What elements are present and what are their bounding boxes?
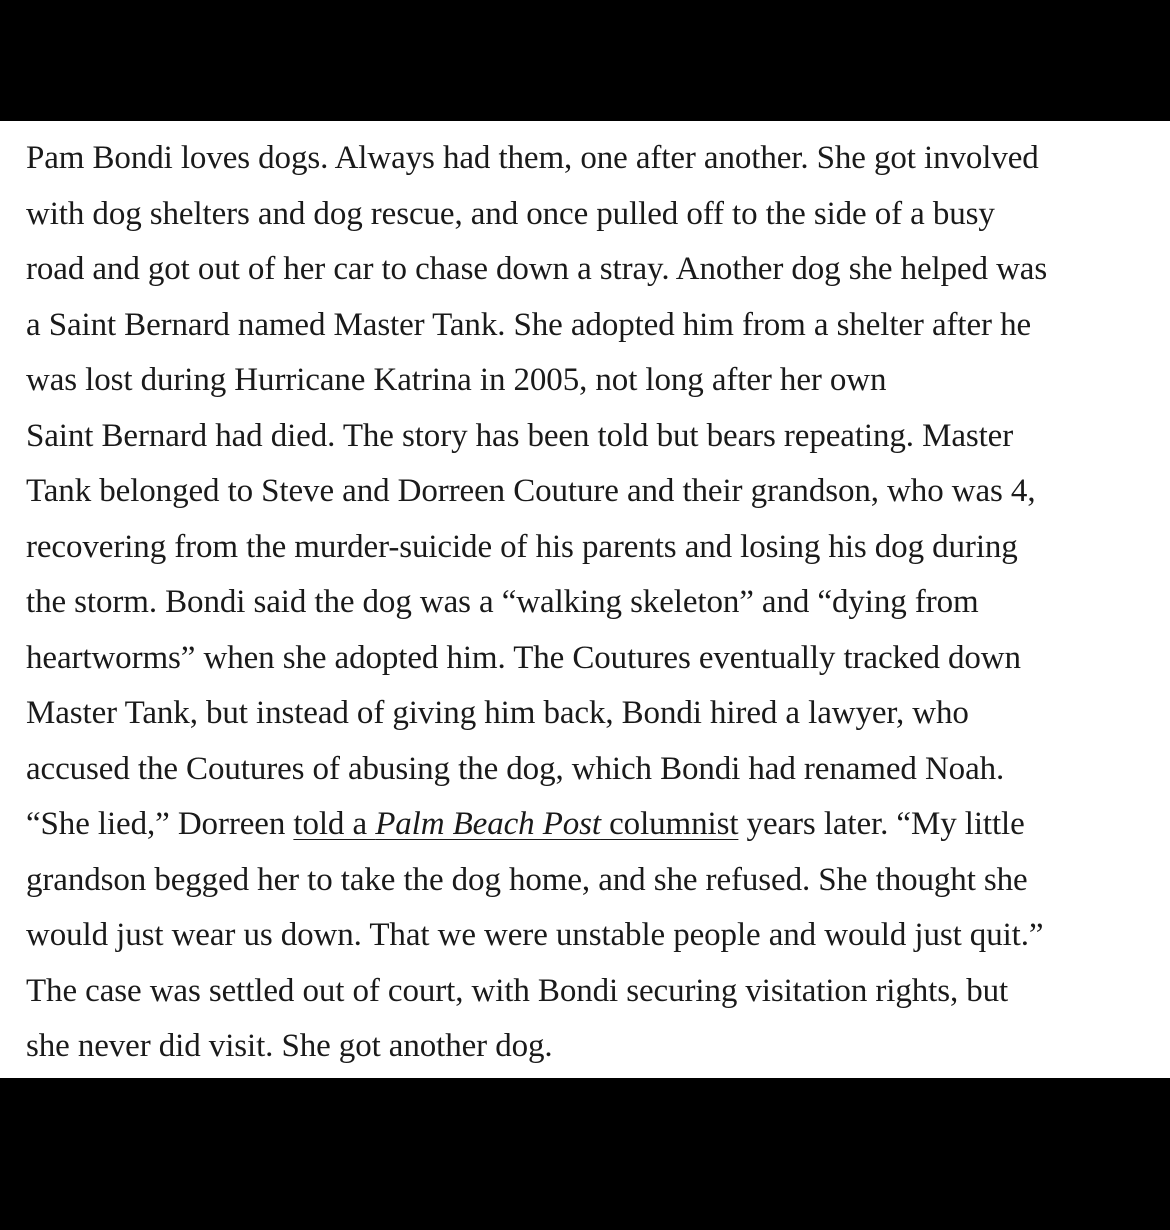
quote-text-line bbox=[26, 804, 1025, 844]
text-line: would just wear us down. That we were unstable people and would just quit.” bbox=[26, 917, 1044, 953]
article-text-panel bbox=[0, 121, 1170, 1078]
text-line: Pam Bondi loves dogs. Always had them, one after another. She got involved bbox=[26, 140, 1039, 176]
text-line: grandson begged her to take the dog home, and she refused. She thought she bbox=[26, 862, 1028, 898]
publication-name: Palm Beach Post bbox=[375, 806, 601, 842]
text-line: she never did visit. She got another dog. bbox=[26, 1028, 553, 1064]
text-line: the storm. Bondi said the dog was a “walking skeleton” and “dying from bbox=[26, 584, 979, 620]
text-line: a Saint Bernard named Master Tank. She adopted him from a shelter after he bbox=[26, 307, 1032, 343]
palm-beach-post-column-link[interactable] bbox=[293, 806, 738, 842]
text-line: Tank belonged to Steve and Dorreen Couture and their grandson, who was 4, bbox=[26, 473, 1036, 509]
text-line: with dog shelters and dog rescue, and once pulled off to the side of a busy bbox=[26, 196, 995, 232]
text-line: Master Tank, but instead of giving him back, Bondi hired a lawyer, who bbox=[26, 695, 969, 731]
text-line: The case was settled out of court, with Bondi securing visitation rights, but bbox=[26, 973, 1009, 1009]
text-line: was lost during Hurricane Katrina in 2005, not long after her own bbox=[26, 362, 887, 398]
top-black-bar bbox=[0, 0, 1170, 121]
text-line: road and got out of her car to chase down a stray. Another dog she helped was bbox=[26, 251, 1048, 287]
text-line: accused the Coutures of abusing the dog, which Bondi had renamed Noah. bbox=[26, 751, 1005, 787]
quote-after-text: years later. “My little bbox=[738, 806, 1025, 842]
text-line: heartworms” when she adopted him. The Coutures eventually tracked down bbox=[26, 640, 1021, 676]
link-suffix-text: columnist bbox=[600, 806, 739, 842]
quote-before-text: “She lied,” Dorreen bbox=[26, 806, 294, 842]
link-prefix-text: told a bbox=[293, 806, 376, 842]
text-line: Saint Bernard had died. The story has been told but bears repeating. Master bbox=[26, 418, 1014, 454]
bottom-black-bar bbox=[0, 1078, 1170, 1230]
text-line: recovering from the murder-suicide of his parents and losing his dog during bbox=[26, 529, 1018, 565]
